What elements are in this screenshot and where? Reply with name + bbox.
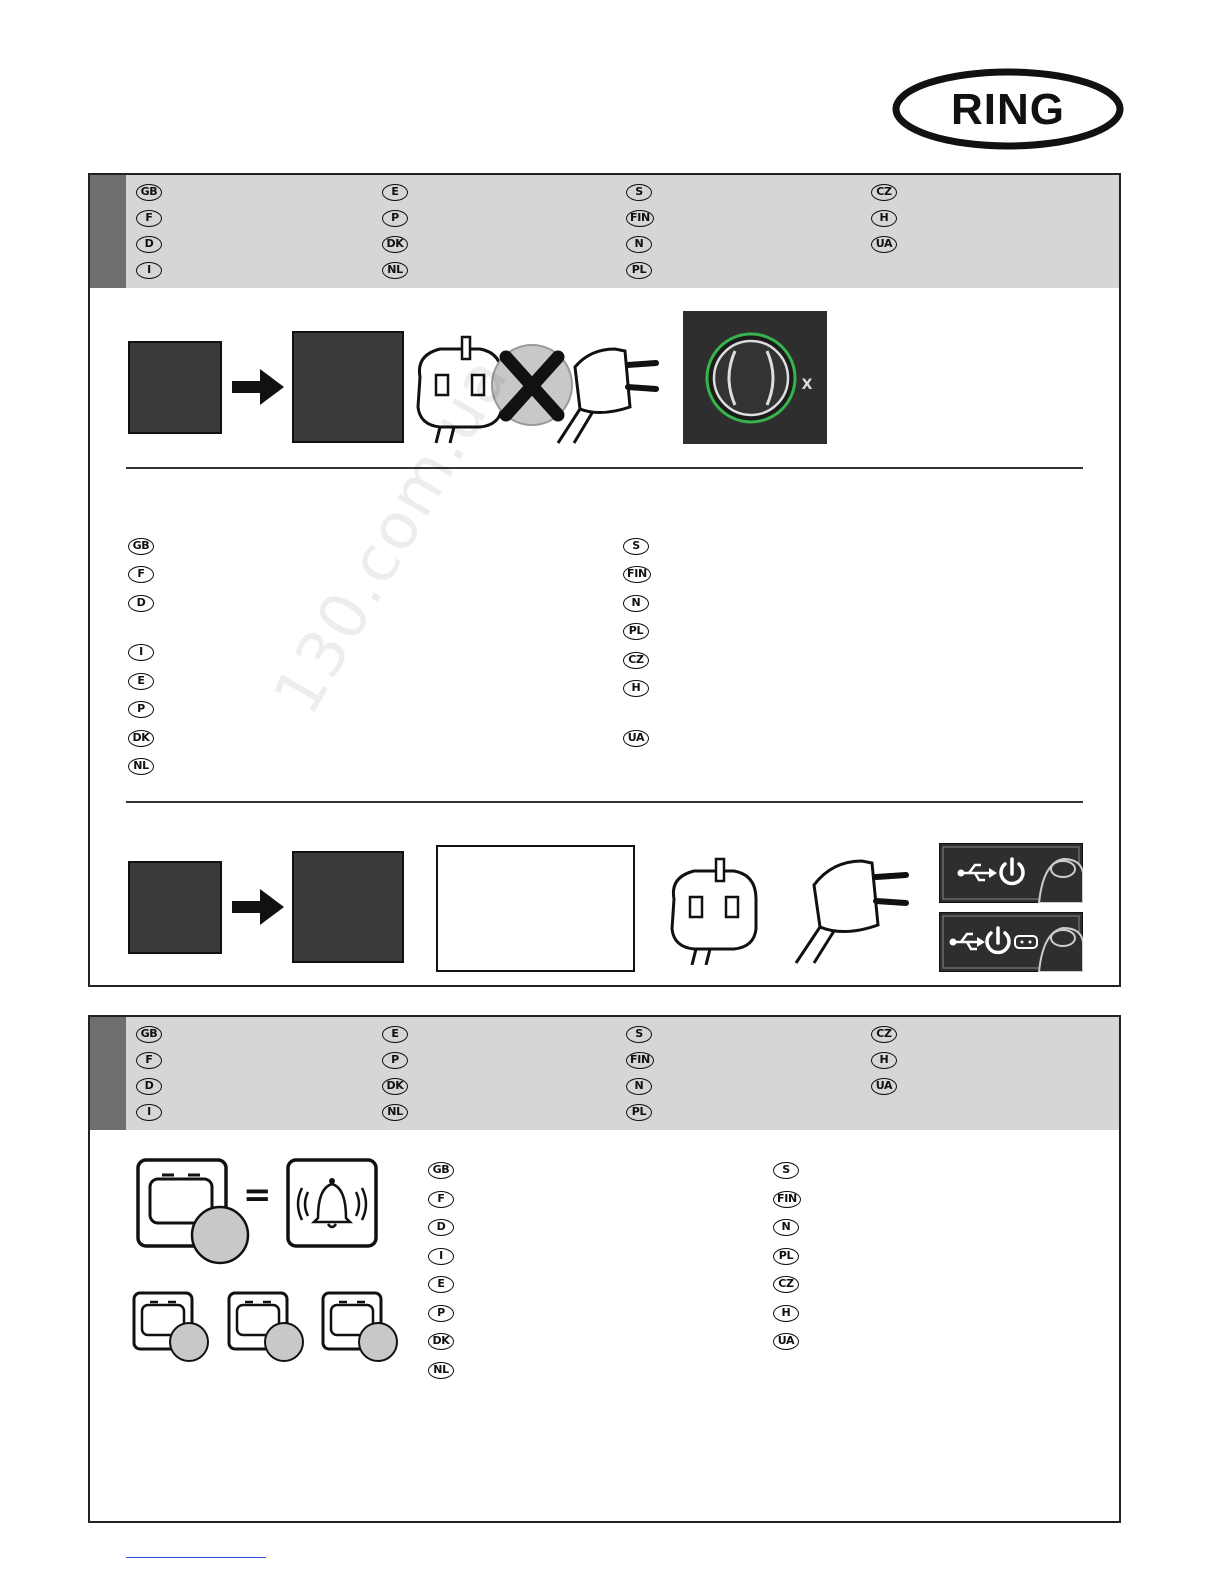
language-badge: D [428,1219,454,1236]
language-badge: H [871,210,897,227]
language-badge: CZ [871,184,897,201]
power-button-panel-2 [939,912,1083,972]
language-badge: DK [128,730,154,747]
language-badge: PL [626,1104,652,1121]
panel-alarm [88,1015,1121,1523]
battery-level-3 [321,1291,401,1363]
language-badge: GB [136,184,162,201]
language-badge: PL [773,1248,799,1265]
arrow-right-icon [232,887,286,927]
language-badge: GB [428,1162,454,1179]
language-badge: I [428,1248,454,1265]
language-badge: GB [136,1026,162,1043]
eu-plug-icon [558,349,656,443]
language-badge: P [128,701,154,718]
panel-2-tab [90,1017,126,1130]
language-badge: H [623,680,649,697]
language-badge: DK [428,1333,454,1350]
language-badge: F [428,1191,454,1208]
language-badge: FIN [623,566,651,583]
uk-plug-icon [664,853,764,965]
battery-level-2 [227,1291,307,1363]
language-badge: E [128,673,154,690]
language-badge: S [626,184,652,201]
language-badge: GB [128,538,154,555]
language-badge: NL [428,1362,454,1379]
language-badge: N [623,595,649,612]
divider-1 [126,467,1083,469]
fuse-blade-label: X [801,377,813,393]
language-badge: CZ [871,1026,897,1043]
arrow-right-icon [232,367,286,407]
language-badge: DK [382,1078,408,1095]
language-badge: D [128,595,154,612]
power-button-panel-1 [939,843,1083,903]
language-badge: D [136,1078,162,1095]
language-badge: P [382,210,408,227]
language-badge: I [136,1104,162,1121]
language-badge: N [626,236,652,253]
language-badge: I [128,644,154,661]
panel-charging [88,173,1121,987]
language-badge: D [136,236,162,253]
language-badge: I [136,262,162,279]
language-badge: UA [871,1078,897,1095]
language-badge: H [871,1052,897,1069]
language-badge: DK [382,236,408,253]
language-badge: N [626,1078,652,1095]
language-badge: NL [382,262,408,279]
ring-logo-text: RING [951,85,1065,134]
panel-1-tab [90,175,126,288]
language-badge: P [428,1305,454,1322]
uk-plug-icon [418,337,502,443]
bell-icon [286,1158,378,1248]
language-badge: UA [773,1333,799,1350]
panel-2-header [90,1017,1119,1130]
language-badge: F [136,210,162,227]
device-box-small [128,341,222,434]
fuse-icon [683,311,827,444]
divider-2 [126,801,1083,803]
language-badge: E [428,1276,454,1293]
device-box-large [292,331,404,443]
panel-1-header [90,175,1119,288]
language-badge: F [128,566,154,583]
ring-logo [892,68,1124,150]
language-badge: FIN [626,1052,654,1069]
language-badge: E [382,184,408,201]
language-badge: S [773,1162,799,1179]
language-badge: P [382,1052,408,1069]
language-badge: UA [623,730,649,747]
equals-sign: = [243,1175,272,1215]
language-badge: CZ [773,1276,799,1293]
battery-icon [138,1160,248,1263]
empty-display-box [436,845,635,972]
device-box-large-2 [292,851,404,963]
eu-plug-icon [784,845,912,965]
language-badge: H [773,1305,799,1322]
language-badge: FIN [626,210,654,227]
plug-comparison [410,327,660,445]
language-badge: F [136,1052,162,1069]
language-badge: S [623,538,649,555]
language-badge: E [382,1026,408,1043]
language-badge: UA [871,236,897,253]
language-badge: NL [128,758,154,775]
language-badge: N [773,1219,799,1236]
language-badge: S [626,1026,652,1043]
language-badge: FIN [773,1191,801,1208]
language-badge: PL [623,623,649,640]
footer-link-line [126,1557,266,1558]
language-badge: NL [382,1104,408,1121]
battery-level-1 [132,1291,212,1363]
language-badge: CZ [623,652,649,669]
language-badge: PL [626,262,652,279]
device-box-small-2 [128,861,222,954]
